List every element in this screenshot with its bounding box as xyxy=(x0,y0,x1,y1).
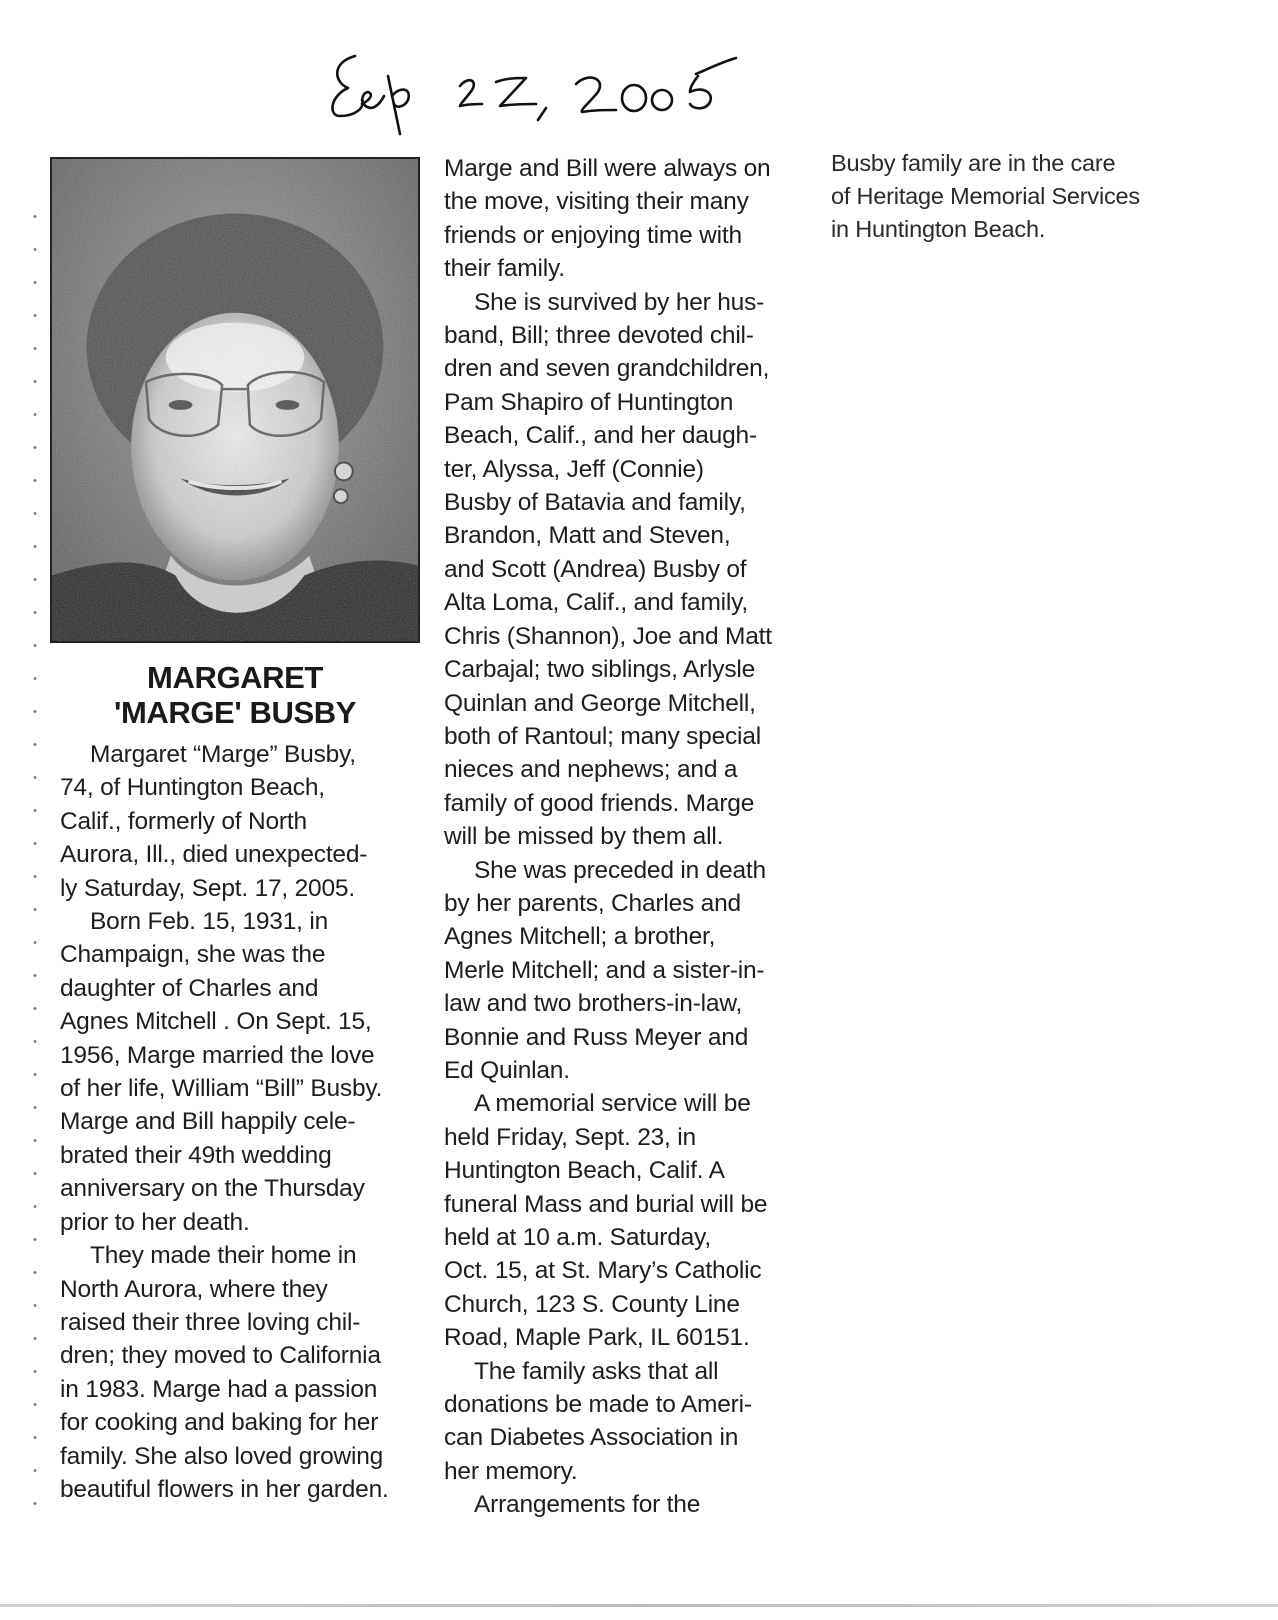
column-2-text xyxy=(444,152,772,1522)
scan-bottom-edge xyxy=(0,1604,1278,1607)
text-line: of Heritage Memorial Services xyxy=(831,183,1140,209)
column-3-text xyxy=(831,147,1140,246)
text-line: Ed Quinlan. xyxy=(444,1056,570,1084)
text-line: A memorial service will be xyxy=(474,1090,751,1118)
text-line: Agnes Mitchell . On Sept. 15, xyxy=(60,1008,372,1036)
text-line: Road, Maple Park, IL 60151. xyxy=(444,1324,750,1352)
text-line: Merle Mitchell; and a sister-in- xyxy=(444,956,765,984)
text-line: Agnes Mitchell; a brother, xyxy=(444,923,716,951)
text-line: She is survived by her hus- xyxy=(474,288,765,316)
text-line: beautiful flowers in her garden. xyxy=(60,1475,389,1503)
text-line: the move, visiting their many xyxy=(444,188,749,216)
text-line: Beach, Calif., and her daugh- xyxy=(444,422,757,450)
text-line: Bonnie and Russ Meyer and xyxy=(444,1023,749,1051)
text-line: They made their home in xyxy=(90,1242,357,1270)
text-line: law and two brothers-in-law, xyxy=(444,990,743,1018)
text-line: Aurora, Ill., died unexpected- xyxy=(60,841,368,869)
text-line: friends or enjoying time with xyxy=(444,221,742,249)
text-line: in 1983. Marge had a passion xyxy=(60,1375,378,1403)
text-line: by her parents, Charles and xyxy=(444,889,741,917)
text-line: family of good friends. Marge xyxy=(444,789,755,817)
text-line: dren and seven grandchildren, xyxy=(444,355,770,383)
text-line: held at 10 a.m. Saturday, xyxy=(444,1224,711,1251)
portrait-photo xyxy=(50,157,420,643)
text-line: ter, Alyssa, Jeff (Connie) xyxy=(444,455,704,483)
text-line: funeral Mass and burial will be xyxy=(444,1190,768,1218)
text-line: 1956, Marge married the love xyxy=(60,1041,375,1069)
text-line: Pam Shapiro of Huntington xyxy=(444,388,734,416)
text-line: Chris (Shannon), Joe and Matt xyxy=(444,622,772,650)
text-line: Carbajal; two siblings, Arlysle xyxy=(444,656,756,684)
text-line: her memory. xyxy=(444,1457,578,1485)
text-line: both of Rantoul; many special xyxy=(444,722,761,750)
text-line: Marge and Bill were always on xyxy=(444,155,771,182)
text-line: Quinlan and George Mitchell, xyxy=(444,689,756,717)
text-line: prior to her death. xyxy=(60,1208,250,1236)
text-line: She was preceded in death xyxy=(474,856,766,884)
text-line: ly Saturday, Sept. 17, 2005. xyxy=(60,874,355,902)
obituary-headline xyxy=(60,660,410,730)
scan-margin-dots xyxy=(30,200,50,1510)
text-line: band, Bill; three devoted chil- xyxy=(444,322,754,350)
text-line: anniversary on the Thursday xyxy=(60,1175,365,1203)
text-line: will be missed by them all. xyxy=(444,823,724,851)
text-line: dren; they moved to California xyxy=(60,1342,381,1370)
portrait-image xyxy=(52,159,418,641)
handwritten-date-ink xyxy=(300,38,740,138)
text-line: of her life, William “Bill” Busby. xyxy=(60,1075,383,1103)
text-line: Busby of Batavia and family, xyxy=(444,489,746,517)
text-line: Margaret “Marge” Busby, xyxy=(90,741,356,768)
text-line: for cooking and baking for her xyxy=(60,1409,379,1437)
text-line: North Aurora, where they xyxy=(60,1275,328,1303)
text-line: can Diabetes Association in xyxy=(444,1424,739,1452)
handwritten-date xyxy=(300,38,740,138)
text-line: Born Feb. 15, 1931, in xyxy=(90,908,329,936)
text-line: Church, 123 S. County Line xyxy=(444,1290,740,1318)
text-line: daughter of Charles and xyxy=(60,974,319,1002)
column-1-text xyxy=(60,738,389,1506)
text-line: Alta Loma, Calif., and family, xyxy=(444,589,749,617)
text-line: their family. xyxy=(444,255,565,283)
text-line: and Scott (Andrea) Busby of xyxy=(444,555,747,583)
text-line: Brandon, Matt and Steven, xyxy=(444,522,731,550)
text-line: raised their three loving chil- xyxy=(60,1308,361,1336)
text-line: nieces and nephews; and a xyxy=(444,756,738,784)
text-line: family. She also loved growing xyxy=(60,1442,384,1470)
text-line: in Huntington Beach. xyxy=(831,216,1046,242)
headline-line-2: 'MARGE' BUSBY xyxy=(113,695,357,730)
text-line: brated their 49th wedding xyxy=(60,1141,332,1169)
text-line: Marge and Bill happily cele- xyxy=(60,1108,356,1136)
text-line: Oct. 15, at St. Mary’s Catholic xyxy=(444,1257,762,1285)
text-line: Busby family are in the care xyxy=(831,150,1116,176)
text-line: Arrangements for the xyxy=(474,1491,701,1519)
text-line: Calif., formerly of North xyxy=(60,807,307,835)
text-line: 74, of Huntington Beach, xyxy=(60,774,325,802)
text-line: donations be made to Ameri- xyxy=(444,1391,752,1419)
headline-line-1: MARGARET xyxy=(147,660,323,695)
text-line: Huntington Beach, Calif. A xyxy=(444,1157,725,1185)
text-line: The family asks that all xyxy=(474,1357,719,1385)
text-line: held Friday, Sept. 23, in xyxy=(444,1123,696,1151)
text-line: Champaign, she was the xyxy=(60,941,326,969)
